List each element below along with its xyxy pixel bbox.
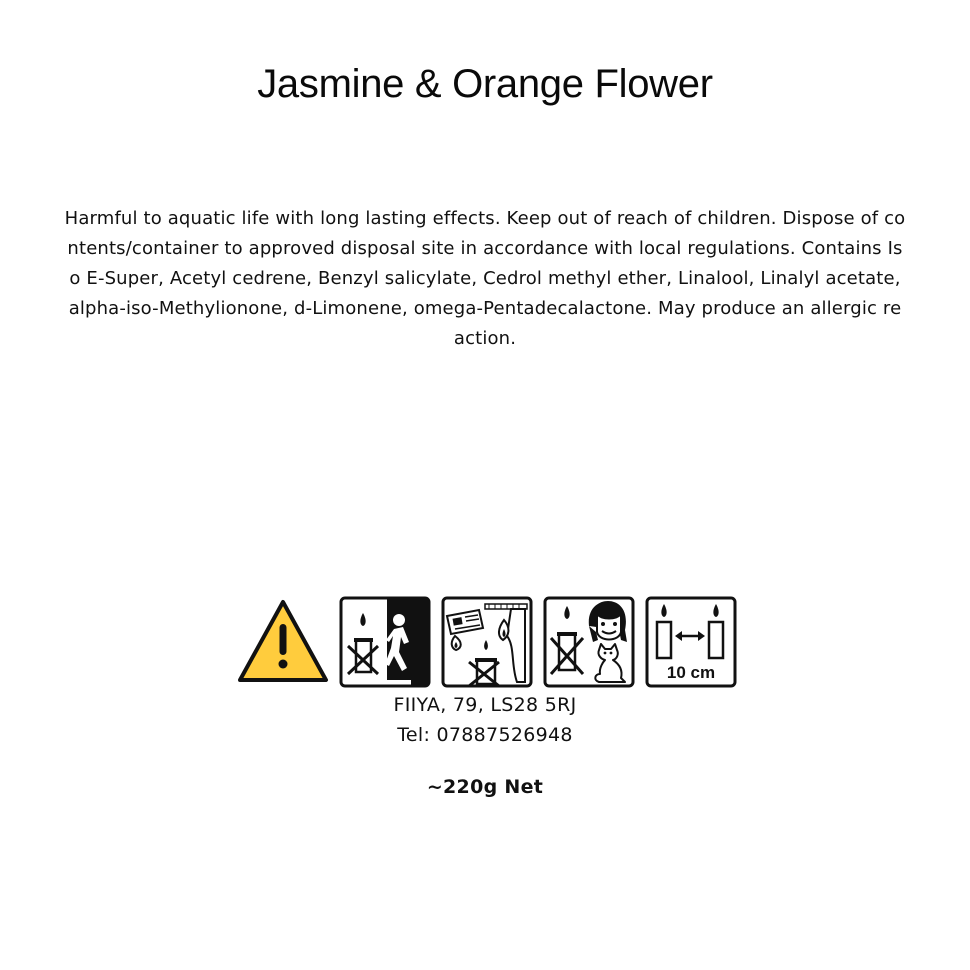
address-line: FIIYA, 79, LS28 5RJ [393,694,577,716]
warning-text: Harmful to aquatic life with long lasting effects. Keep out of reach of children. Dispose of contents/container to approved disposal site in accordance with local regulations. Contains Iso E-Super, Acetyl cedrene, Benzyl salicylate, Cedrol methyl ether, Linalool, Linalyl acetate, alpha-iso-Methylionone, d-Limonene, omega-Pentadecalactone. May produce an allergic reaction. [64,208,906,349]
net-weight: ~220g Net [426,776,544,798]
spacing-label: 10 cm [666,663,716,682]
do-not-leave-candle-unattended-icon [339,596,431,688]
candle-spacing-icon [645,596,737,688]
keep-away-from-flammables-icon [441,596,533,688]
warning-triangle-icon [237,596,329,688]
contact-block [0,690,970,750]
product-title: Jasmine & Orange Flower [257,62,713,106]
phone-line: Tel: 07887526948 [397,724,573,746]
keep-away-from-children-pets-icon [543,596,635,688]
safety-icons-row [237,596,737,688]
